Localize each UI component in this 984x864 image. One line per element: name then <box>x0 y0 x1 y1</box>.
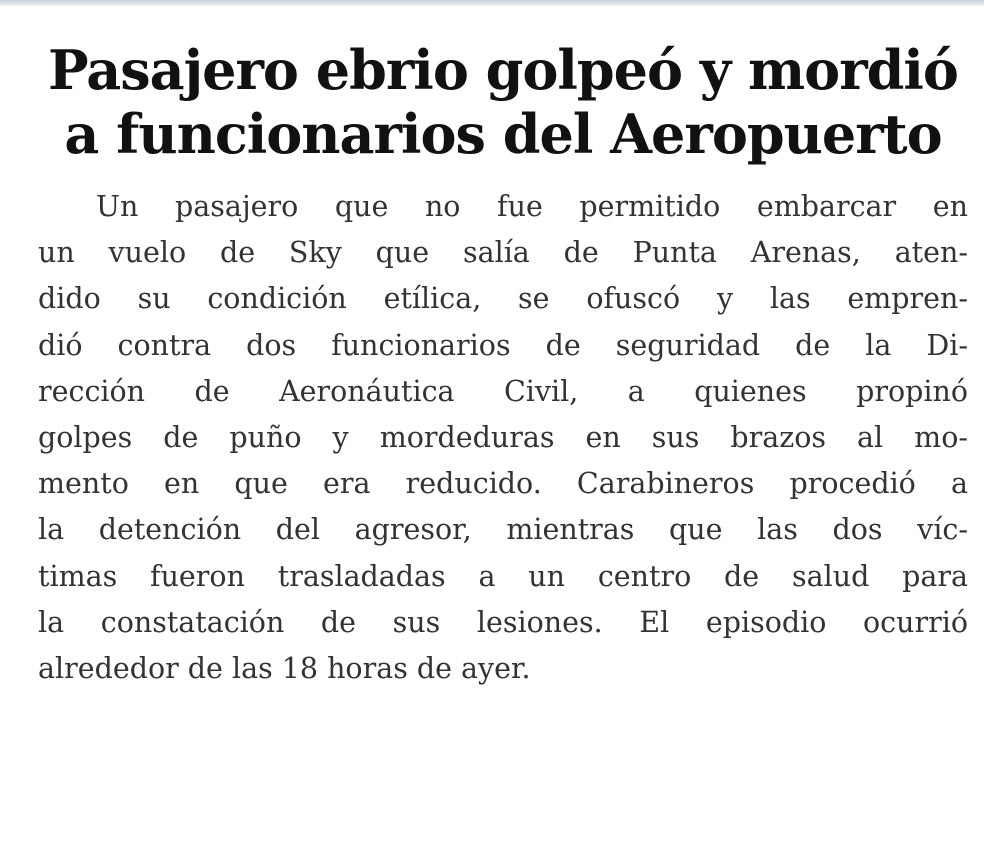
headline-line: Pasajero ebrio golpeó y mordió <box>48 38 958 102</box>
article-headline <box>38 38 968 166</box>
body-line: timas fueron trasladadas a un centro de salud para <box>38 559 968 593</box>
top-divider <box>0 0 984 6</box>
article-body <box>38 184 968 692</box>
body-line: alrededor de las 18 horas de ayer. <box>38 652 531 686</box>
body-line: rección de Aeronáutica Civil, a quienes propinó <box>38 374 968 408</box>
body-line: golpes de puño y mordeduras en sus brazos al mo- <box>38 421 968 455</box>
body-line: Un pasajero que no fue permitido embarcar en <box>96 190 968 223</box>
body-line: un vuelo de Sky que salía de Punta Arenas, aten- <box>38 236 968 270</box>
body-line: la detención del agresor, mientras que las dos víc- <box>38 513 968 547</box>
body-line: mento en que era reducido. Carabineros procedió a <box>38 467 968 501</box>
body-line: dió contra dos funcionarios de seguridad de la Di- <box>38 328 968 362</box>
body-line: la constatación de sus lesiones. El episodio ocurrió <box>38 605 968 639</box>
headline-line: a funcionarios del Aeropuerto <box>64 102 942 166</box>
body-line: dido su condición etílica, se ofuscó y las empren- <box>38 282 968 316</box>
news-article <box>38 38 968 692</box>
